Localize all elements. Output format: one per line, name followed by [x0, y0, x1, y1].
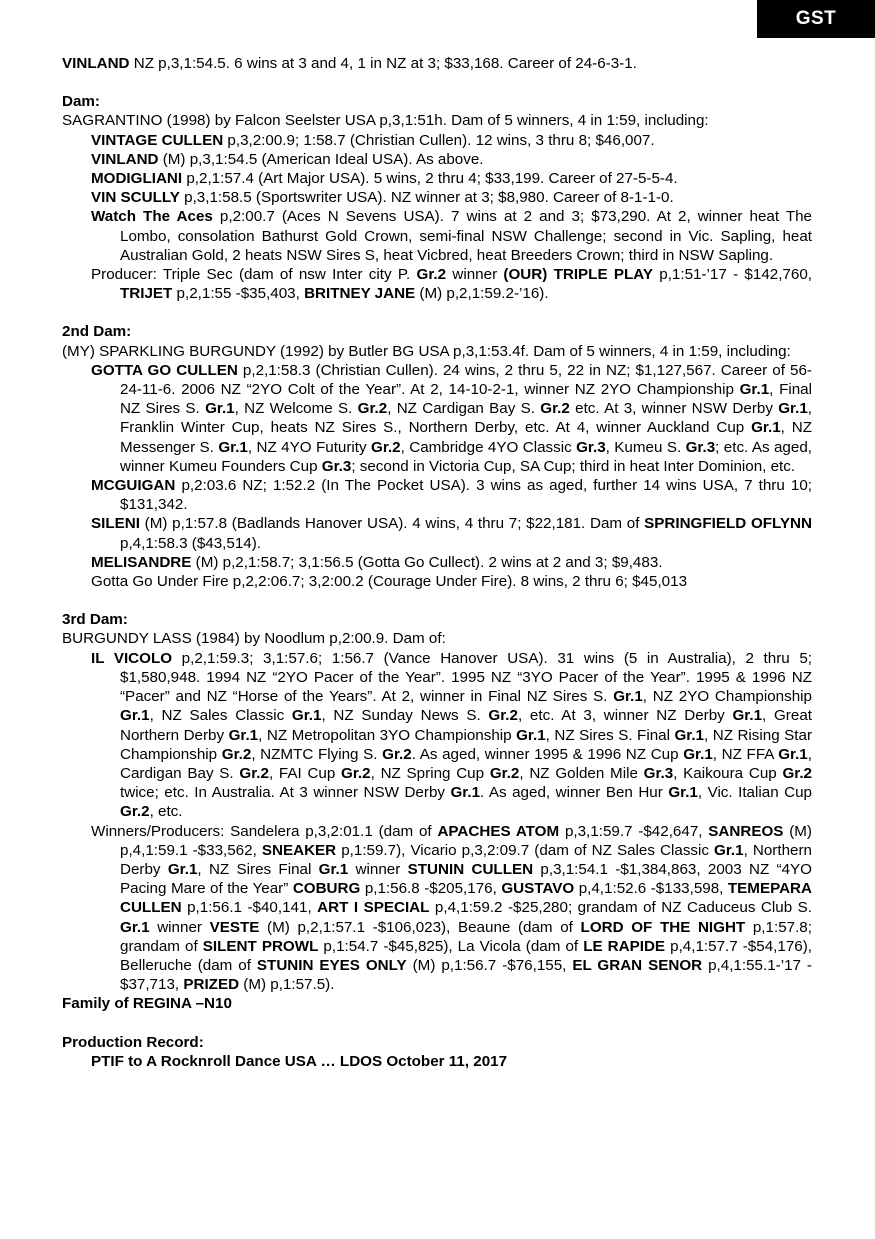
dam-line: SAGRANTINO (1998) by Falcon Seelster USA p,3,1:51h. Dam of 5 winners, 4 in 1:59, including: — [62, 112, 709, 130]
third-dam-line: BURGUNDY LASS (1984) by Noodlum p,2:00.9. Dam of: — [62, 630, 446, 648]
third-dam-heading: 3rd Dam: — [62, 611, 128, 629]
dam-progeny-item: Watch The Aces p,2:00.7 (Aces N Sevens USA). 7 wins at 2 and 3; $73,290. At 2, winner heat The Lombo, consolation Bathurst Gold Crown, semi-final NSW Challenge; second in Vic. Sapling, heat Australian Gold, 2 heats NSW Sires S, heat Vicbred, heat Breeders Crown; third in NSW Sapling. — [91, 208, 813, 264]
production-record-line: PTIF to A Rocknroll Dance USA … LDOS October 11, 2017 — [91, 1052, 508, 1070]
second-dam-line: (MY) SPARKLING BURGUNDY (1992) by Butler BG USA p,3,1:53.4f. Dam of 5 winners, 4 in 1:59, including: — [62, 342, 791, 360]
second-dam-progeny-item: SILENI (M) p,1:57.8 (Badlands Hanover USA). 4 wins, 4 thru 7; $22,181. Dam of SPRINGFIELD OFLYNN p,4,1:58.3 ($43,514). — [91, 515, 812, 552]
second-dam-progeny-item: Gotta Go Under Fire p,2,2:06.7; 3,2:00.2 (Courage Under Fire). 8 wins, 2 thru 6; $45,013 — [91, 573, 688, 591]
family-line: Family of REGINA –N10 — [62, 995, 232, 1013]
second-dam-progeny-item: MCGUIGAN p,2:03.6 NZ; 1:52.2 (In The Pocket USA). 3 wins as aged, further 14 wins USA, 7 thru 10; $131,342. — [91, 477, 812, 514]
third-dam-progeny-item: IL VICOLO p,2,1:59.3; 3,1:57.6; 1:56.7 (Vance Hanover USA). 31 wins (5 in Australia), 2 thru 5; $1,580,948. 1994 NZ “2YO Pacer of the Year”. 1995 NZ “3YO Pacer of the Year”. 1995 & 1996 NZ “Pacer” and NZ “Horse of the Years”. At 2, winner in Final NZ Sires S. Gr.1, NZ 2YO Championship Gr.1, NZ Sales Classic Gr.1, NZ Sunday News S. Gr.2, etc. At 3, winner NZ Derby Gr.1, Great Northern Derby Gr.1, NZ Metropolitan 3YO Championship Gr.1, NZ Sires S. Final Gr.1, NZ Rising Star Championship Gr.2, NZMTC Flying S. Gr.2. As aged, winner 1995 & 1996 NZ Cup Gr.1, NZ FFA Gr.1, Cardigan Bay S. Gr.2, FAI Cup Gr.2, NZ Spring Cup Gr.2, NZ Golden Mile Gr.3, Kaikoura Cup Gr.2 twice; etc. In Australia. At 3 winner NSW Derby Gr.1. As aged, winner Ben Hur Gr.1, Vic. Italian Cup Gr.2, etc. — [91, 649, 813, 821]
production-record-heading: Production Record: — [62, 1033, 204, 1051]
dam-progeny-item: VINLAND (M) p,3,1:54.5 (American Ideal USA). As above. — [91, 150, 484, 168]
dam-progeny-item: VIN SCULLY p,3,1:58.5 (Sportswriter USA). NZ winner at 3; $8,980. Career of 8-1-1-0. — [91, 189, 674, 207]
vinland-summary: VINLAND NZ p,3,1:54.5. 6 wins at 3 and 4, 1 in NZ at 3; $33,168. Career of 24-6-3-1. — [62, 55, 637, 72]
second-dam-heading: 2nd Dam: — [62, 323, 132, 341]
pedigree-document — [62, 54, 812, 1071]
dam-heading: Dam: — [62, 93, 100, 111]
dam-progeny-item: MODIGLIANI p,2,1:57.4 (Art Major USA). 5 wins, 2 thru 4; $33,199. Career of 27-5-5-4. — [91, 170, 678, 188]
third-dam-producers-item: Winners/Producers: Sandelera p,3,2:01.1 (dam of APACHES ATOM p,3,1:59.7 -$42,647, SANREOS (M) p,4,1:59.1 -$33,562, SNEAKER p,1:59.7), Vicario p,3,2:09.7 (dam of NZ Sales Classic Gr.1, Northern Derby Gr.1, NZ Sires Final Gr.1 winner STUNIN CULLEN p,3,1:54.1 -$1,384,863, 2003 NZ “4YO Pacing Mare of the Year” COBURG p,1:56.8 -$205,176, GUSTAVO p,4,1:52.6 -$133,598, TEMEPARA CULLEN p,1:56.1 -$40,141, ART I SPECIAL p,4,1:59.2 -$25,280; grandam of NZ Caduceus Club S. Gr.1 winner VESTE (M) p,2,1:57.1 -$106,023), Beaune (dam of LORD OF THE NIGHT p,1:57.8; grandam of SILENT PROWL p,1:54.7 -$45,825), La Vicola (dam of LE RAPIDE p,4,1:57.7 -$54,176), Belleruche (dam of STUNIN EYES ONLY (M) p,1:56.7 -$76,155, EL GRAN SENOR p,4,1:55.1-’17 - $37,713, PRIZED (M) p,1:57.5). — [91, 822, 813, 994]
section-tag: GST — [757, 0, 875, 38]
dam-producer-item: Producer: Triple Sec (dam of nsw Inter city P. Gr.2 winner (OUR) TRIPLE PLAY p,1:51-’17 - $142,760, TRIJET p,2,1:55 -$35,403, BRITNEY JANE (M) p,2,1:59.2-’16). — [91, 266, 812, 303]
second-dam-progeny-item: GOTTA GO CULLEN p,2,1:58.3 (Christian Cullen). 24 wins, 2 thru 5, 22 in NZ; $1,127,567. Career of 56-24-11-6. 2006 NZ “2YO Colt of the Year”. At 2, 14-10-2-1, winner NZ 2YO Championship Gr.1, Final NZ Sires S. Gr.1, NZ Welcome S. Gr.2, NZ Cardigan Bay S. Gr.2 etc. At 3, winner NSW Derby Gr.1, Franklin Winter Cup, heats NZ Sires S., Northern Derby, etc. At 4, winner Auckland Cup Gr.1, NZ Messenger S. Gr.1, NZ 4YO Futurity Gr.2, Cambridge 4YO Classic Gr.3, Kumeu S. Gr.3; etc. As aged, winner Kumeu Founders Cup Gr.3; second in Victoria Cup, SA Cup; third in heat Inter Dominion, etc. — [91, 361, 813, 475]
dam-progeny-item: VINTAGE CULLEN p,3,2:00.9; 1:58.7 (Christian Cullen). 12 wins, 3 thru 8; $46,007. — [91, 131, 655, 149]
second-dam-progeny-item: MELISANDRE (M) p,2,1:58.7; 3,1:56.5 (Gotta Go Cullect). 2 wins at 2 and 3; $9,483. — [91, 553, 663, 571]
